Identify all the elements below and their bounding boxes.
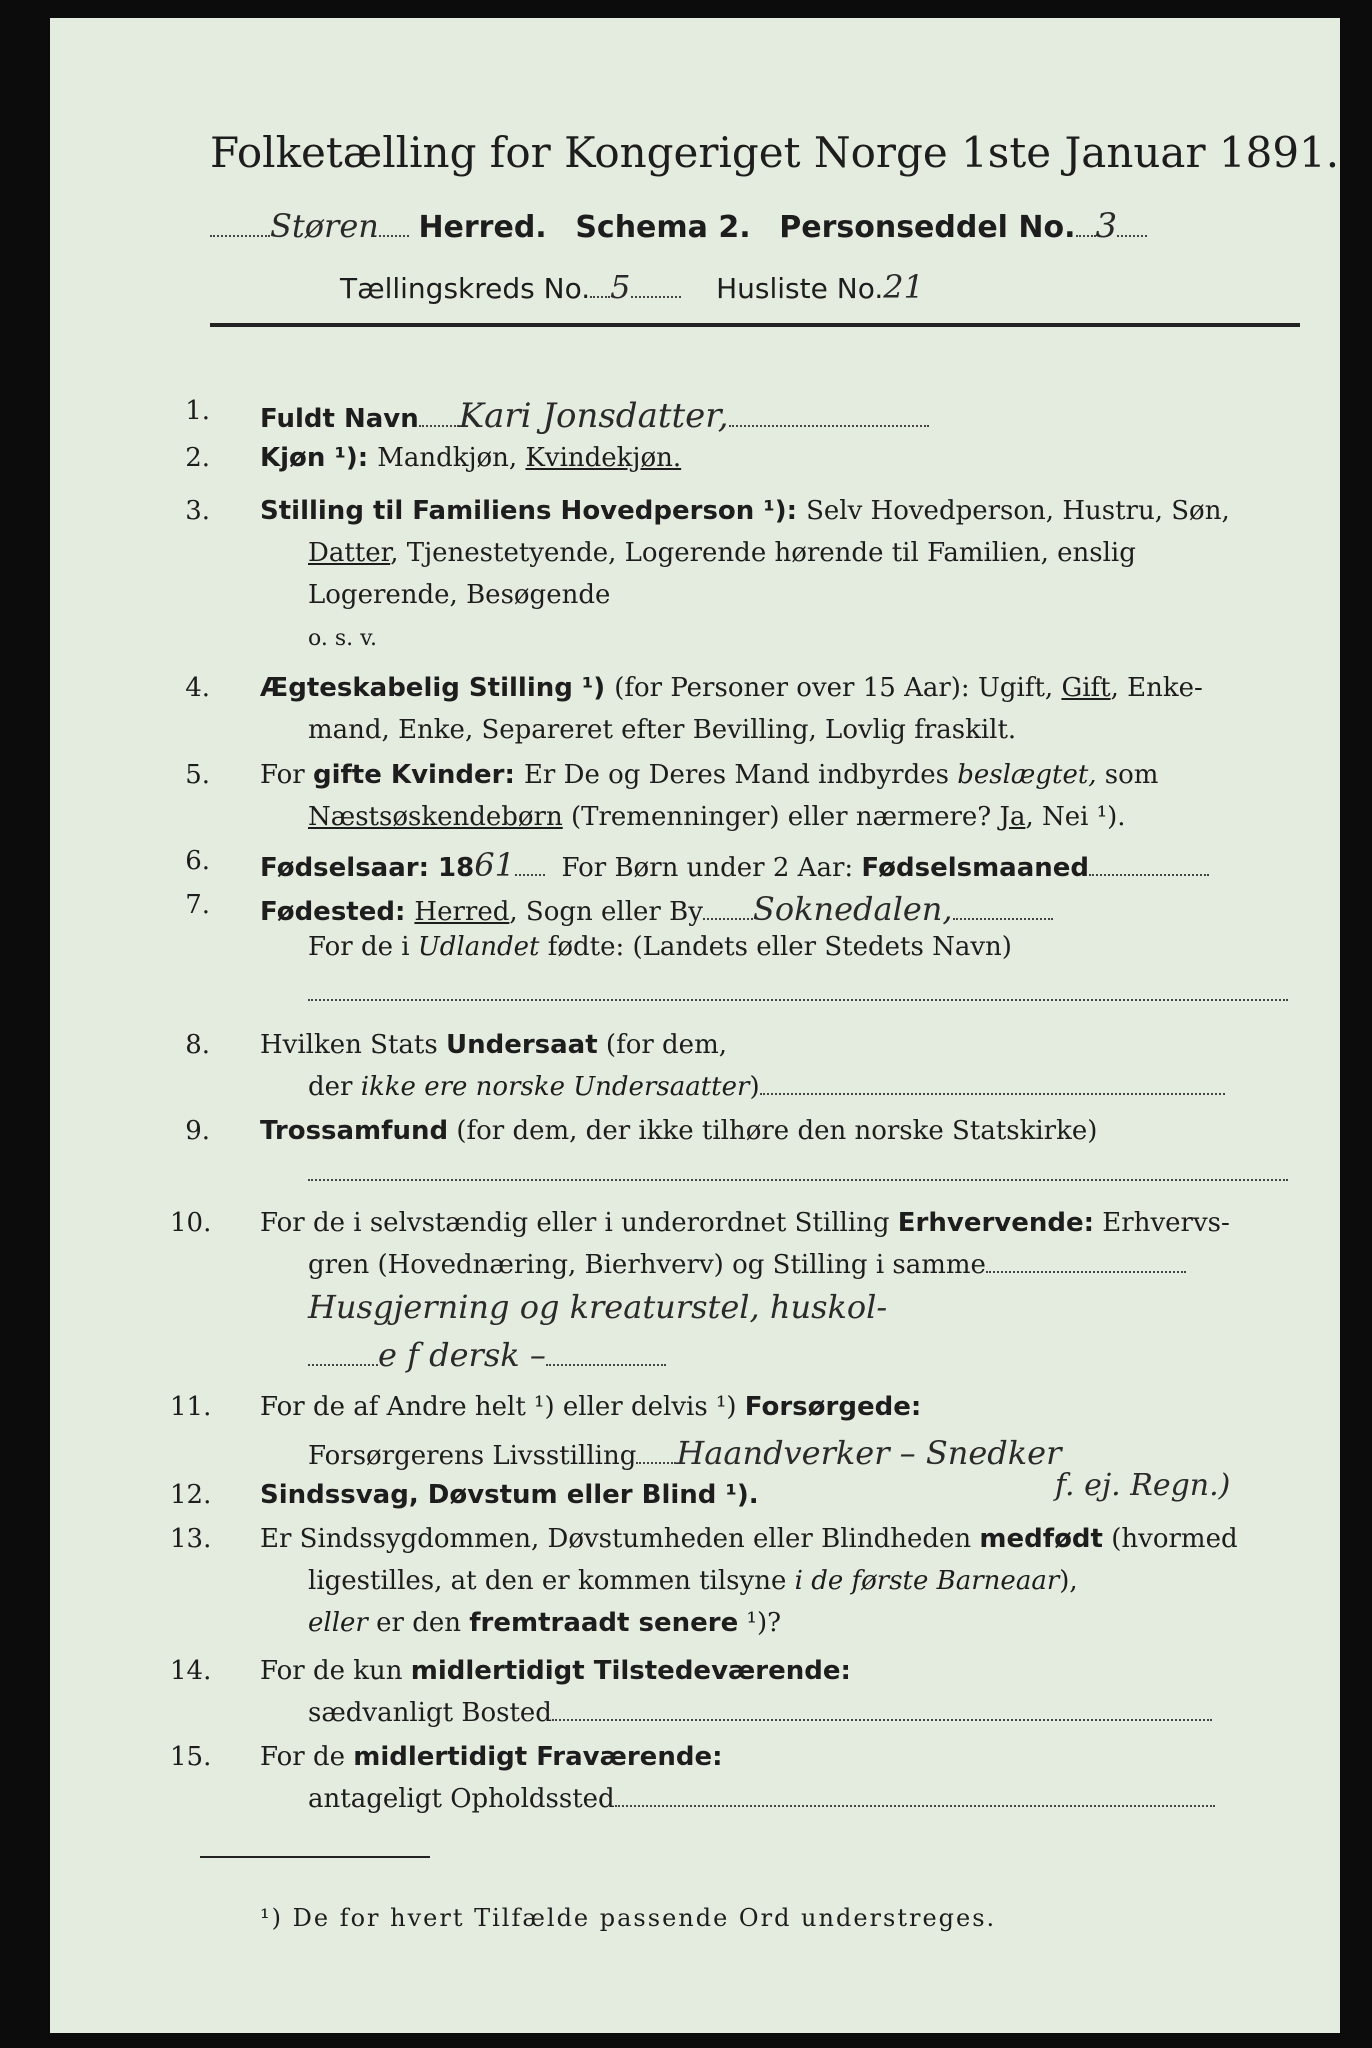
item-11-value2: f. ej. Regn.): [1055, 1468, 1231, 1503]
item-11-value2-line: [1055, 1468, 1230, 1503]
kreds-line: [340, 268, 924, 306]
item-7-line2-italic: Udlandet: [417, 932, 540, 962]
item-3-number: 3.: [185, 496, 210, 526]
item-6-number: 6.: [185, 846, 210, 876]
item-3-underlined: Datter: [308, 538, 391, 568]
item-5-end: som: [1096, 760, 1159, 790]
item-10-number: 10.: [170, 1208, 212, 1238]
item-1: [260, 396, 929, 436]
item-13-line2a: ligestilles, at den er kommen tilsyne: [308, 1566, 795, 1596]
item-7-rest: , Sogn eller By: [509, 897, 703, 927]
item-10-value1: Husgjerning og kreaturstel, huskol-: [308, 1288, 888, 1326]
item-14-pre: For de kun: [260, 1656, 411, 1686]
item-13-line3a: er den: [367, 1608, 470, 1638]
item-4-number: 4.: [185, 673, 210, 703]
item-3-line4: o. s. v.: [308, 626, 377, 651]
item-13-pre: Er Sindssygdommen, Døvstumheden eller Blindheden: [260, 1524, 980, 1554]
item-11-line2: Forsørgerens Livsstilling: [308, 1441, 637, 1471]
item-9-label: Trossamfund: [260, 1116, 449, 1146]
form-title: Folketælling for Kongeriget Norge 1ste Januar 1891.: [210, 128, 1340, 177]
item-10-post: Erhvervs-: [1094, 1208, 1230, 1238]
item-5-line2c: , Nei ¹).: [1025, 802, 1126, 832]
item-3-line1: Selv Hovedperson, Hustru, Søn,: [806, 496, 1230, 526]
item-15-label: midlertidigt Fraværende:: [353, 1742, 723, 1772]
item-2-option-b: Kvindekjøn.: [525, 443, 682, 473]
item-8-post: (for dem,: [597, 1030, 727, 1060]
item-7-number: 7.: [185, 890, 210, 920]
item-1-value: Kari Jonsdatter,: [458, 396, 729, 436]
item-3-line3: Logerende, Besøgende: [308, 580, 611, 610]
kreds-label: Tællingskreds No.: [340, 272, 591, 305]
item-2: [260, 443, 681, 473]
item-9-blank: [308, 1158, 1288, 1188]
item-9: [260, 1116, 1097, 1146]
herred-value: Støren: [270, 207, 379, 245]
item-11-label: Forsørgede:: [744, 1392, 922, 1422]
item-13-post: (hvormed: [1102, 1524, 1238, 1554]
item-8-pre: Hvilken Stats: [260, 1030, 446, 1060]
item-13-label: medfødt: [979, 1524, 1103, 1554]
item-7-blank: [308, 978, 1288, 1008]
item-15-number: 15.: [170, 1742, 212, 1772]
item-15-pre: For de: [260, 1742, 354, 1772]
item-12-label: Sindssvag, Døvstum eller Blind ¹).: [260, 1480, 759, 1510]
item-14-label: midlertidigt Tilstedeværende:: [410, 1656, 851, 1686]
item-5-label: gifte Kvinder:: [312, 760, 524, 790]
item-7-label: Fødested:: [260, 897, 415, 927]
item-10-line2: gren (Hovednæring, Bierhverv) og Stilling i samme: [308, 1250, 986, 1280]
item-4-line2: mand, Enke, Separeret efter Bevilling, Lovlig fraskilt.: [308, 715, 1017, 745]
item-5-row2: [308, 802, 1126, 832]
footnote-divider: [200, 1856, 430, 1858]
item-12-number: 12.: [170, 1480, 212, 1510]
item-6-label: Fødselsaar: 18: [260, 853, 475, 883]
item-4-line1b: , Enke-: [1110, 673, 1203, 703]
item-11-value: Haandverker – Snedker: [676, 1434, 1062, 1472]
item-8-line2a: der: [308, 1072, 361, 1102]
item-9-number: 9.: [185, 1116, 210, 1146]
item-4-underlined: Gift: [1061, 673, 1111, 703]
schema-label: Schema 2.: [575, 210, 751, 245]
item-6-value: 61: [474, 846, 515, 884]
item-15: [260, 1742, 722, 1772]
kreds-value: 5: [610, 268, 631, 306]
herred-line: [210, 206, 1147, 246]
item-11-number: 11.: [170, 1392, 212, 1422]
item-10-label: Erhvervende:: [897, 1208, 1095, 1238]
item-7-line2a: For de i: [308, 932, 418, 962]
item-5-line2a: Næstsøskendebørn: [308, 802, 563, 832]
item-7-value: Soknedalen,: [752, 890, 953, 928]
item-5-pre: For: [260, 760, 313, 790]
item-3-label: Stilling til Familiens Hovedperson ¹):: [260, 496, 807, 526]
item-15-line2: antageligt Opholdssted: [308, 1784, 615, 1814]
item-8-row2: [308, 1072, 1225, 1102]
item-5-number: 5.: [185, 760, 210, 790]
footnote: ¹) De for hvert Tilfælde passende Ord understreges.: [260, 1904, 997, 1932]
herred-label: Herred.: [418, 210, 547, 245]
item-13-row2: [308, 1566, 1078, 1596]
item-10-pre: For de i selvstændig eller i underordnet Stilling: [260, 1208, 898, 1238]
item-13-number: 13.: [170, 1524, 212, 1554]
husliste-label: Husliste No.: [716, 272, 884, 305]
item-4-line1a: (for Personer over 15 Aar): Ugift,: [614, 673, 1062, 703]
item-8-number: 8.: [185, 1030, 210, 1060]
item-4-label: Ægteskabelig Stilling ¹): [260, 673, 615, 703]
item-10-value2: e f dersk –: [378, 1336, 546, 1374]
item-2-number: 2.: [185, 443, 210, 473]
census-form: [50, 18, 1340, 2033]
item-13-row3: [308, 1608, 781, 1638]
item-14-row2: [308, 1698, 1212, 1728]
item-3-line2: , Tjenestetyende, Logerende hørende til Familien, enslig: [390, 538, 1136, 568]
item-2-label: Kjøn ¹):: [260, 443, 378, 473]
item-13-line2-italic: i de første Barneaar: [794, 1566, 1060, 1596]
item-3: [260, 496, 1230, 526]
item-6: [260, 846, 1209, 884]
item-14-line2: sædvanligt Bosted: [308, 1698, 552, 1728]
item-13-line3-bold: fremtraadt senere: [469, 1608, 739, 1638]
item-13: [260, 1524, 1238, 1554]
item-9-rest: (for dem, der ikke tilhøre den norske Statskirke): [448, 1116, 1098, 1146]
item-6-sub-pre: For Børn under 2 Aar:: [561, 853, 862, 883]
item-10-row3: [308, 1288, 887, 1326]
item-11-pre: For de af Andre helt ¹) eller delvis ¹): [260, 1392, 745, 1422]
item-6-sub-label: Fødselsmaaned: [861, 853, 1090, 883]
item-13-line3b: ¹)?: [738, 1608, 782, 1638]
header-divider: [210, 323, 1300, 327]
item-7: [260, 890, 1053, 928]
item-7-line2b: fødte: (Landets eller Stedets Navn): [539, 932, 1012, 962]
item-5: [260, 760, 1158, 790]
item-8-line2-italic: ikke ere norske Undersaatter: [360, 1072, 750, 1102]
item-10-row4: [308, 1336, 666, 1374]
item-10: [260, 1208, 1230, 1238]
item-13-line2b: ),: [1059, 1566, 1078, 1596]
item-1-label: Fuldt Navn: [260, 404, 419, 434]
item-4: [260, 673, 1203, 703]
item-12: [260, 1480, 759, 1510]
personseddel-label: Personseddel No.: [779, 210, 1076, 245]
item-5-italic: beslægtet,: [957, 760, 1097, 790]
item-15-row2: [308, 1784, 1215, 1814]
item-14-number: 14.: [170, 1656, 212, 1686]
item-7-underlined: Herred: [414, 897, 510, 927]
item-8: [260, 1030, 727, 1060]
item-11: [260, 1392, 921, 1422]
husliste-value: 21: [883, 268, 924, 306]
item-10-row2: [308, 1250, 1186, 1280]
item-8-line2b: ): [749, 1072, 760, 1102]
item-8-label: Undersaat: [445, 1030, 598, 1060]
item-11-row2: [308, 1434, 1061, 1472]
item-5-answer: Ja: [999, 802, 1026, 832]
item-5-line2b: (Tremenninger) eller nærmere?: [562, 802, 1000, 832]
item-13-line3-italic: eller: [308, 1608, 368, 1638]
item-5-mid: Er De og Deres Mand indbyrdes: [523, 760, 958, 790]
item-2-option-a: Mandkjøn,: [377, 443, 526, 473]
item-3-row2: [308, 538, 1136, 568]
item-1-number: 1.: [185, 396, 210, 426]
item-14: [260, 1656, 851, 1686]
item-7-row2: [308, 932, 1012, 962]
personseddel-value: 3: [1095, 206, 1118, 246]
